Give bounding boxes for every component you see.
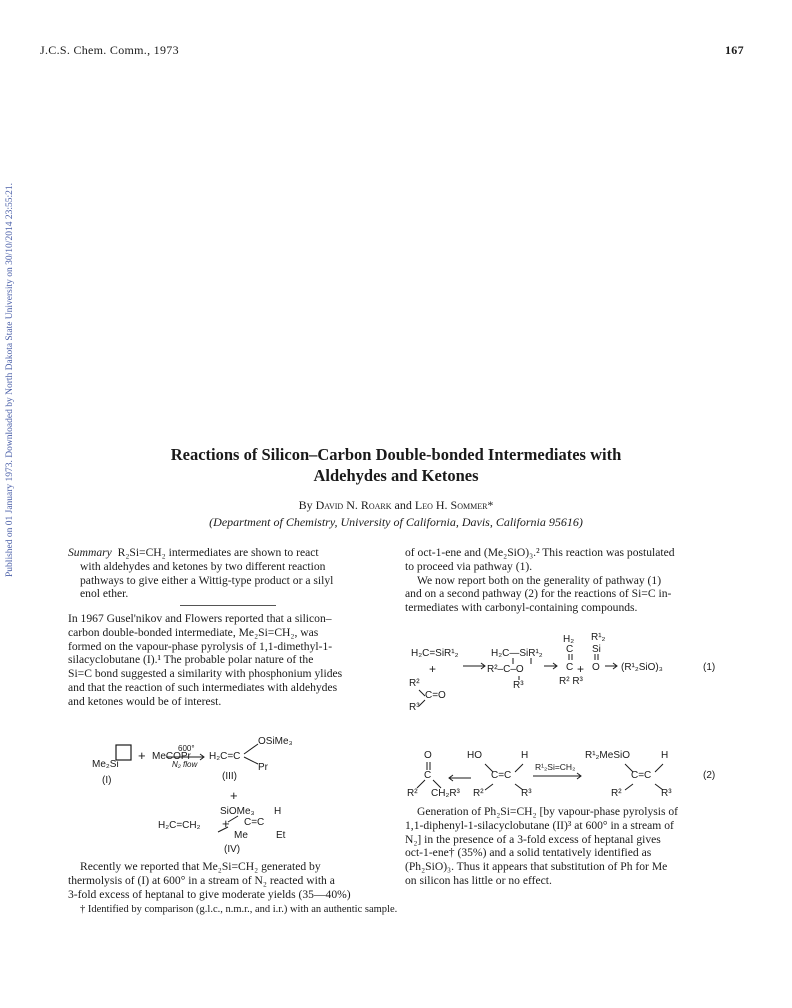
text-line: and ketones would be of interest. xyxy=(68,694,222,708)
silyl-enol-h: H xyxy=(661,750,669,761)
enol-r2: R² xyxy=(473,788,484,799)
plus-sign: + xyxy=(230,788,238,803)
text-line: Generation of Ph₂Si=CH₂ [by vapour-phase pyrolysis of xyxy=(417,805,679,818)
text-line: silacyclobutane (I).¹ The probable polar nature of the xyxy=(68,653,314,667)
text-line: to proceed via pathway (1). xyxy=(405,559,533,573)
equation-number-2: (2) xyxy=(703,770,716,781)
plus-sign: + xyxy=(222,816,230,831)
carbonyl-carbon: C xyxy=(424,770,432,781)
text-line: termediates with carbonyl-containing compounds. xyxy=(405,601,638,615)
text-line: 1,1-diphenyl-1-silacyclobutane (II)³ at 600° in a stream of xyxy=(405,818,674,832)
text-line: Recently we reported that Me₂Si=CH₂ generated by xyxy=(80,860,321,873)
enol-ho: HO xyxy=(467,750,482,761)
author-1: David N. Roark xyxy=(315,498,392,512)
product4-et: Et xyxy=(276,830,286,841)
reagent-mecopr: MeCOPr xyxy=(152,751,191,762)
footnote: † Identified by comparison (g.l.c., n.m.r., and i.r.) with an authentic sample. xyxy=(80,904,398,915)
text-line: and that the reaction of such intermediates with aldehydes xyxy=(68,680,338,694)
silyl-enol-ether-o: R¹₂MeSiO xyxy=(585,750,630,761)
product3-h2c: H₂C=C xyxy=(209,751,241,762)
journal-header: J.C.S. Chem. Comm., 1973 xyxy=(40,43,179,57)
summary-line: with aldehydes and ketones by two different reaction xyxy=(80,559,326,573)
continuation-paragraph xyxy=(405,546,723,615)
text-line: N₂] in the presence of a 3-fold excess of heptanal gives xyxy=(405,832,661,846)
olefin-carbon: C xyxy=(566,662,574,673)
text-line: formed on the vapour-phase pyrolysis of 1,1-dimethyl-1- xyxy=(68,639,333,653)
plus-sign: + xyxy=(138,748,146,763)
oxygen-label: O xyxy=(592,662,600,673)
text-line: on silicon has little or no effect. xyxy=(405,873,552,887)
r2-label: R² xyxy=(407,788,418,799)
intermediate-top: H₂C—SiR¹₂ xyxy=(491,648,543,659)
temperature-label: 600° xyxy=(178,744,195,753)
text-line: of oct-1-ene and (Me₂SiO)₃.² This reaction was postulated xyxy=(405,546,675,559)
download-watermark-text: Published on 01 January 1973. Downloaded by North Dakota State University on 30/10/2014 23:55:21. xyxy=(5,183,15,577)
me2si-label: Me₂Si xyxy=(92,759,119,770)
product3-osime3: OSiMe₃ xyxy=(258,736,293,747)
summary-line: pathways to give either a Wittig-type product or a silyl xyxy=(80,573,334,587)
summary-block xyxy=(68,546,388,601)
label-compound-1: (I) xyxy=(102,775,112,786)
ch2r3-label: CH₂R³ xyxy=(431,788,460,799)
flow-label: N₂ flow xyxy=(172,760,198,769)
plus-sign: + xyxy=(429,662,437,676)
label-compound-3: (III) xyxy=(222,771,237,782)
silyl-enol-r3: R³ xyxy=(661,788,672,799)
r2-label: R² xyxy=(409,678,420,689)
scheme-pyrolysis xyxy=(68,736,388,842)
intermediate-middle: R²–C–O xyxy=(487,664,524,675)
article-title-line2: Aldehydes and Ketones xyxy=(313,466,479,485)
ethylene: H₂C=CH₂ xyxy=(158,820,201,831)
download-watermark xyxy=(2,140,18,620)
text-line: oct-1-ene† (35%) and a solid tentatively identified as xyxy=(405,846,652,860)
product4-me: Me xyxy=(234,830,248,841)
olefin-substituents: R² R³ xyxy=(559,676,583,687)
summary-line: enol ether. xyxy=(80,587,129,601)
by-word: By xyxy=(298,498,313,512)
plus-sign: + xyxy=(577,662,585,676)
label-compound-4: (IV) xyxy=(224,844,241,855)
text-line: In 1967 Gusel'nikov and Flowers reported that a silicon– xyxy=(68,612,332,625)
enol-cc: C=C xyxy=(491,770,512,781)
intro-paragraph xyxy=(68,612,388,709)
product4-siome3: SiOMe₃ xyxy=(220,806,255,817)
r1-2-label: R¹₂ xyxy=(591,632,606,643)
text-line: (Ph₂SiO)₃. Thus it appears that substitution of Ph for Me xyxy=(405,860,668,874)
summary-line: R₂Si=CH₂ intermediates are shown to react xyxy=(117,546,319,559)
h2c-sir12: H₂C=SiR¹₂ xyxy=(411,648,459,659)
h2-label: H₂ xyxy=(563,634,575,645)
summary-divider xyxy=(180,605,276,606)
author-2: Leo H. Sommer* xyxy=(414,498,494,512)
and-word: and xyxy=(394,498,412,512)
text-line: We now report both on the generality of pathway (1) xyxy=(417,573,662,587)
r3-label: R³ xyxy=(409,702,420,713)
affiliation: (Department of Chemistry, University of California, Davis, California 95616) xyxy=(209,515,583,529)
siloxane-product: (R¹₂SiO)₃ xyxy=(621,662,663,673)
silyl-enol-cc: C=C xyxy=(631,770,652,781)
text-line: thermolysis of (I) at 600° in a stream of N₂ reacted with a xyxy=(68,873,335,887)
reagent-r12si-ch2: R¹₂Si=CH₂ xyxy=(535,762,576,772)
olefin-carbon-top: C xyxy=(566,644,574,655)
text-line: 3-fold excess of heptanal to give moderate yields (35—40%) xyxy=(68,887,351,901)
text-line: and on a second pathway (2) for the reactions of Si=C in- xyxy=(405,587,672,601)
recent-paragraph xyxy=(68,860,388,901)
summary-label: Summary xyxy=(68,546,112,559)
silyl-enol-r2: R² xyxy=(611,788,622,799)
text-line: Si=C bond suggested a similarity with phosphonium ylides xyxy=(68,667,343,681)
authors xyxy=(40,498,752,513)
product4-h: H xyxy=(274,806,282,817)
carbonyl-co: C=O xyxy=(425,690,446,701)
intermediate-r3: R³ xyxy=(513,680,524,691)
text-line: carbon double-bonded intermediate, Me₂Si=CH₂, was xyxy=(68,625,319,639)
silicon-label: Si xyxy=(592,644,601,655)
product4-cc: C=C xyxy=(244,817,265,828)
page-number: 167 xyxy=(725,43,744,57)
scheme-pathway-1 xyxy=(405,632,723,714)
equation-number-1: (1) xyxy=(703,662,716,673)
enol-h: H xyxy=(521,750,529,761)
product3-pr: Pr xyxy=(258,762,268,773)
generation-paragraph xyxy=(405,805,723,888)
enol-r3: R³ xyxy=(521,788,532,799)
article-title-line1: Reactions of Silicon–Carbon Double-bonded Intermediates with xyxy=(170,445,622,464)
carbonyl-oxygen: O xyxy=(424,750,432,761)
